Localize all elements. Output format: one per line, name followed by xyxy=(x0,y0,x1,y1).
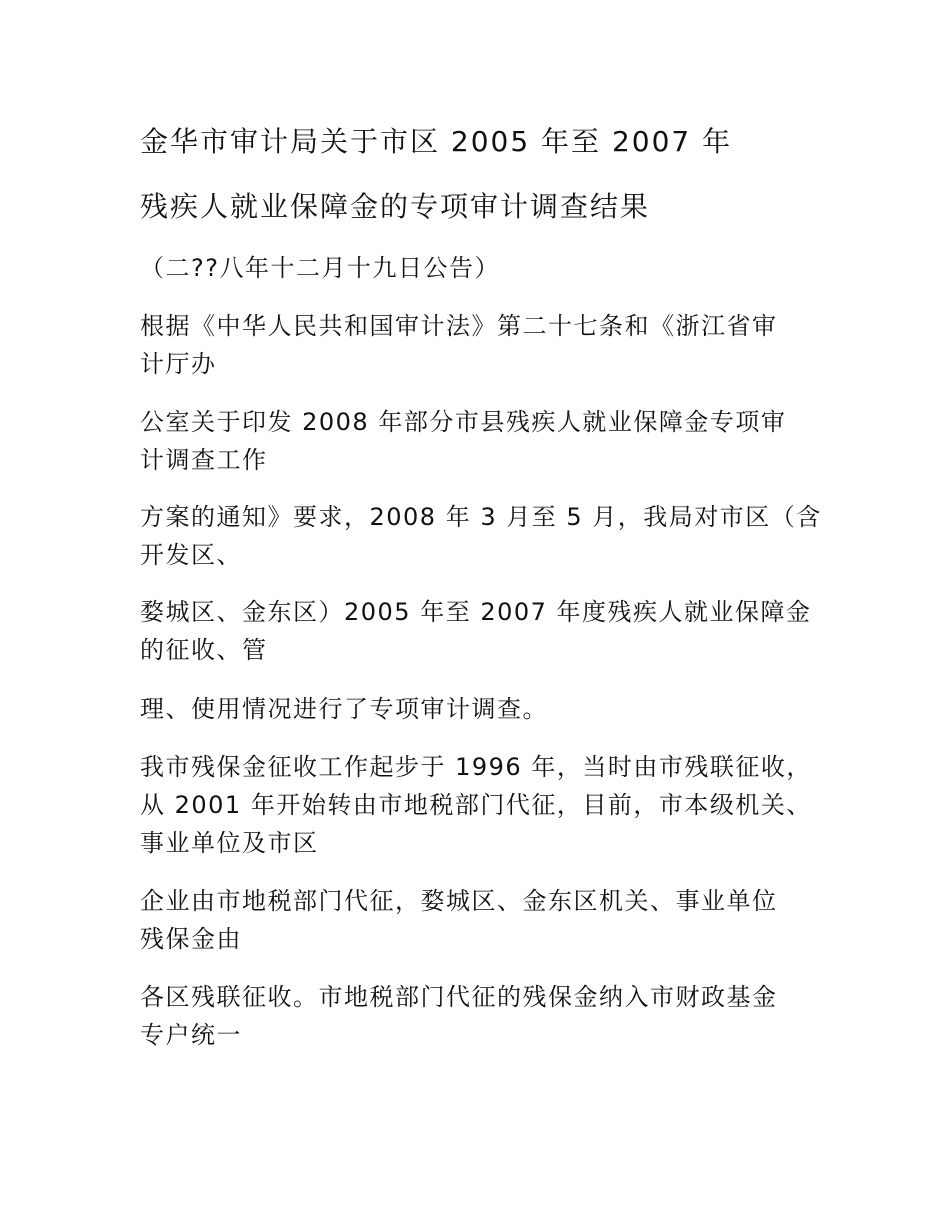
date-text: （二??八年十二月十九日公告） xyxy=(140,254,500,282)
announcement-date xyxy=(140,249,820,287)
document-title-line-1 xyxy=(140,122,820,162)
paragraph-line: 公室关于印发 2008 年部分市县残疾人就业保障金专项审 xyxy=(140,408,787,436)
paragraph-line: 事业单位及市区 xyxy=(140,829,319,857)
paragraph-line: 我市残保金征收工作起步于 1996 年，当时由市残联征收， xyxy=(140,753,812,781)
paragraph-1 xyxy=(140,307,820,383)
paragraph-8 xyxy=(140,978,820,1054)
paragraph-4 xyxy=(140,593,820,669)
paragraph-line: 专户统一 xyxy=(140,1021,242,1049)
paragraph-line: 婺城区、金东区）2005 年至 2007 年度残疾人就业保障金 xyxy=(140,598,812,626)
paragraph-line: 的征收、管 xyxy=(140,636,268,664)
title-text: 残疾人就业保障金的专项审计调查结果 xyxy=(140,190,651,223)
paragraph-line: 企业由市地税部门代征，婺城区、金东区机关、事业单位 xyxy=(140,887,778,915)
paragraph-line: 根据《中华人民共和国审计法》第二十七条和《浙江省审 xyxy=(140,312,778,340)
title-text: 金华市审计局关于市区 2005 年至 2007 年 xyxy=(140,125,733,158)
paragraph-line: 方案的通知》要求，2008 年 3 月至 5 月，我局对市区（含 xyxy=(140,503,822,531)
paragraph-line: 计调查工作 xyxy=(140,446,268,474)
paragraph-line: 开发区、 xyxy=(140,541,242,569)
paragraph-line: 理、使用情况进行了专项审计调查。 xyxy=(140,695,548,723)
document-title-line-2 xyxy=(140,187,820,227)
paragraph-5 xyxy=(140,690,820,728)
paragraph-7 xyxy=(140,882,820,958)
paragraph-6 xyxy=(140,748,820,862)
paragraph-2 xyxy=(140,403,820,479)
paragraph-line: 从 2001 年开始转由市地税部门代征，目前，市本级机关、 xyxy=(140,791,812,819)
paragraph-line: 残保金由 xyxy=(140,925,242,953)
paragraph-line: 各区残联征收。市地税部门代征的残保金纳入市财政基金 xyxy=(140,983,778,1011)
paragraph-line: 计厅办 xyxy=(140,350,217,378)
paragraph-3 xyxy=(140,498,820,574)
